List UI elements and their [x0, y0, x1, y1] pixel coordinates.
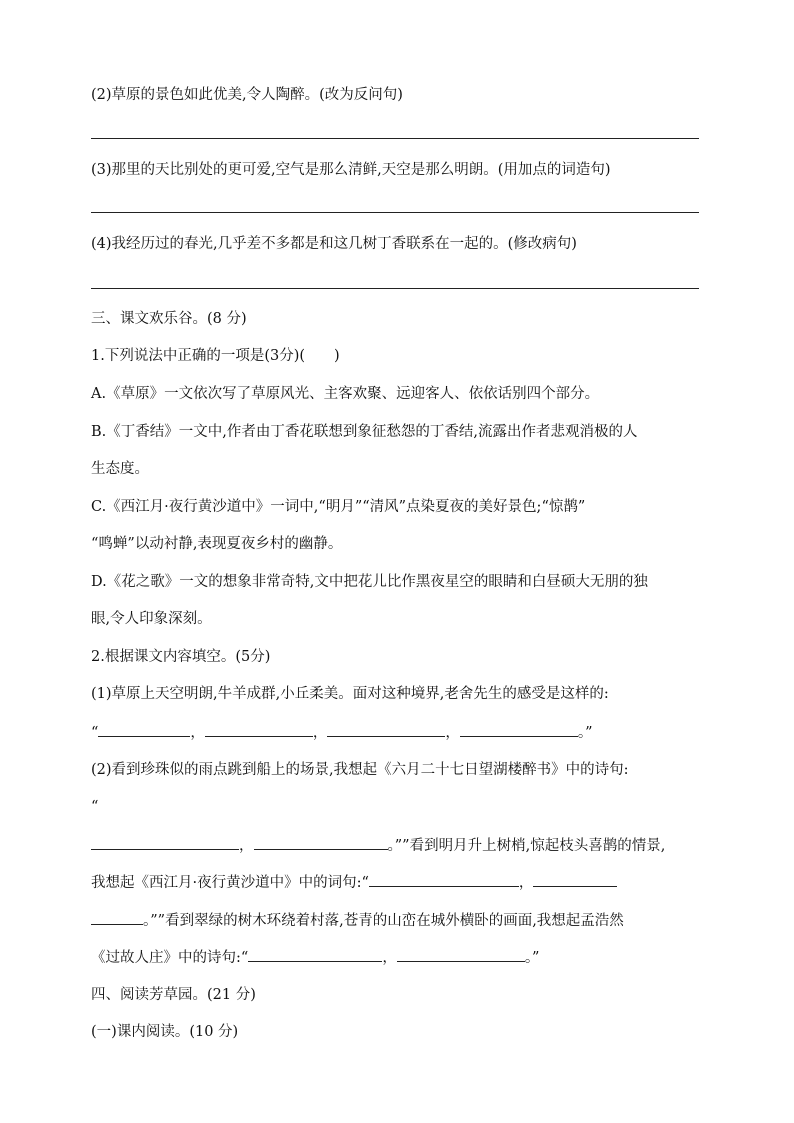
- blank[interactable]: [91, 835, 239, 850]
- blank[interactable]: [533, 872, 617, 887]
- option-c-cont[interactable]: “鸣蝉”以动衬静,表现夏夜乡村的幽静。: [91, 536, 343, 552]
- fill-blanks-5: [91, 947, 539, 968]
- quote-open: “: [91, 725, 99, 741]
- fill-blanks-4: [91, 910, 624, 931]
- fill-blanks-1: [91, 722, 593, 743]
- blank[interactable]: [327, 722, 445, 737]
- option-b[interactable]: B.《丁香结》一文中,作者由丁香花联想到象征愁怨的丁香结,流露出作者悲观消极的人: [91, 424, 638, 440]
- question-3-sentence: (3)那里的天比别处的更可爱,空气是那么清鲜,天空是那么明朗。(用加点的词造句): [91, 162, 611, 178]
- blank[interactable]: [248, 947, 382, 962]
- blank[interactable]: [205, 722, 313, 737]
- quote-close: 。”: [524, 950, 540, 966]
- section-3-heading: 三、课文欢乐谷。(8 分): [91, 311, 247, 327]
- blank[interactable]: [397, 947, 525, 962]
- blank[interactable]: [91, 910, 143, 925]
- question-4-fix: (4)我经历过的春光,几乎差不多都是和这几树丁香联系在一起的。(修改病句): [91, 236, 577, 252]
- option-d-cont[interactable]: 眼,令人印象深刻。: [91, 611, 212, 627]
- fill-question-stem: 2.根据课文内容填空。(5分): [91, 649, 271, 665]
- option-a[interactable]: A.《草原》一文依次写了草原风光、主客欢聚、远迎客人、依依话别四个部分。: [91, 386, 600, 402]
- answer-line[interactable]: [91, 138, 699, 139]
- quote-close: 。”: [387, 838, 403, 854]
- blank[interactable]: [369, 872, 519, 887]
- section-4-heading: 四、阅读芳草园。(21 分): [91, 987, 256, 1003]
- comma: ，: [312, 725, 328, 741]
- subsection-heading: (一)课内阅读。(10 分): [91, 1024, 239, 1040]
- quote-close: 。”: [143, 913, 158, 929]
- answer-line[interactable]: [91, 288, 699, 289]
- blank[interactable]: [254, 835, 388, 850]
- fill-text-4-tail: ”看到翠绿的树木环绕着村落,苍青的山峦在城外横卧的画面,我想起孟浩然: [157, 913, 624, 929]
- fill-blanks-3: [91, 872, 617, 893]
- quote-open-mark: “: [91, 799, 99, 815]
- quote-close: 。”: [577, 725, 593, 741]
- mc-question-stem: 1.下列说法中正确的一项是(3分)( ): [91, 348, 340, 364]
- comma: ，: [382, 950, 397, 966]
- comma: ，: [239, 838, 254, 854]
- comma: ，: [518, 875, 534, 891]
- fill-prompt-2: (2)看到珍珠似的雨点跳到船上的场景,我想起《六月二十七日望湖楼醉书》中的诗句:: [91, 762, 629, 778]
- comma: ，: [445, 725, 460, 741]
- fill-prompt-1: (1)草原上天空明朗,牛羊成群,小丘柔美。面对这种境界,老舍先生的感受是这样的:: [91, 686, 609, 702]
- fill-text-5-head: 《过故人庄》中的诗句:“: [91, 950, 249, 966]
- option-c[interactable]: C.《西江月·夜行黄沙道中》一词中,“明月”“清风”点染夏夜的美好景色;“惊鹊”: [91, 499, 586, 515]
- fill-text-2-tail: ”看到明月升上树梢,惊起枝头喜鹊的情景,: [402, 838, 666, 854]
- blank[interactable]: [98, 722, 190, 737]
- option-b-cont[interactable]: 生态度。: [91, 461, 149, 477]
- comma: ，: [190, 725, 205, 741]
- fill-text-3-head: 我想起《西江月·夜行黄沙道中》中的词句:“: [91, 875, 369, 891]
- option-d[interactable]: D.《花之歌》一文的想象非常奇特,文中把花儿比作黑夜星空的眼睛和白昼硕大无朋的独: [91, 574, 648, 590]
- fill-blanks-2: [91, 835, 665, 856]
- answer-line[interactable]: [91, 212, 699, 213]
- blank[interactable]: [460, 722, 578, 737]
- question-2-rewrite: (2)草原的景色如此优美,令人陶醉。(改为反问句): [91, 87, 403, 103]
